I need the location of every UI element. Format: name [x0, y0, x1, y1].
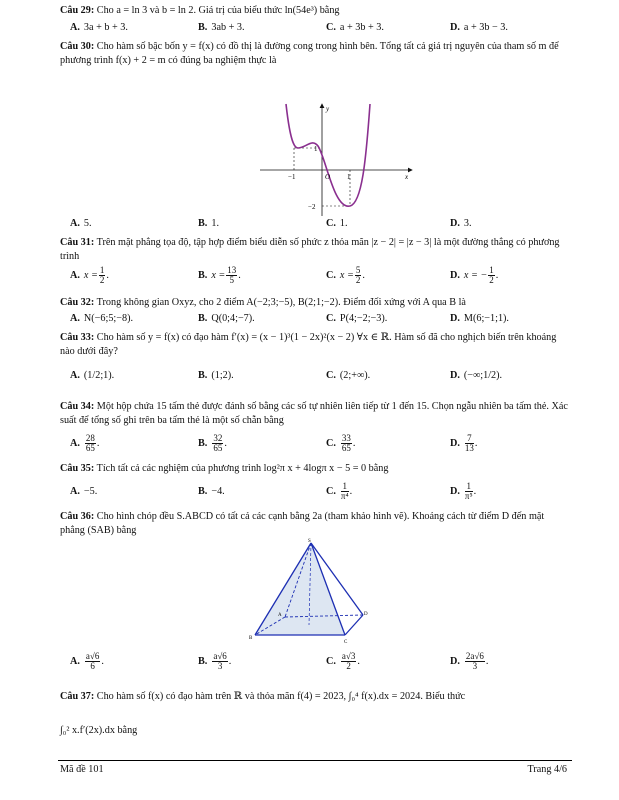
face-shade — [255, 543, 345, 635]
question-number: Câu 33: — [60, 332, 95, 343]
question-number: Câu 34: — [60, 401, 95, 412]
option-d: a + 3b − 3. — [463, 22, 508, 33]
question-number: Câu 31: — [60, 237, 95, 248]
option-c-fraction — [341, 652, 356, 671]
question-text: Trong không gian Oxyz, cho 2 điểm A(−2;3;−5), B(2;1;−2). Điểm đối xứng với A qua B là — [96, 297, 466, 308]
denominator: 65 — [341, 443, 351, 453]
question-number: Câu 37: — [60, 691, 95, 702]
label-d: D — [364, 612, 368, 617]
question-text: Tích tất cả các nghiệm của phương trình log²π x + 4logπ x − 5 = 0 bằng — [96, 463, 389, 474]
denominator: 3 — [472, 661, 478, 671]
question-number: Câu 36: — [60, 511, 95, 522]
option-c-fraction — [355, 266, 362, 285]
option-d: 3. — [463, 218, 472, 229]
tick-neg2: −2 — [308, 203, 316, 211]
option-letter: C. — [326, 370, 336, 381]
option-d-fraction — [488, 266, 495, 285]
denominator: 2 — [355, 275, 361, 285]
option-letter: A. — [70, 22, 80, 33]
option-b: 1. — [211, 218, 219, 229]
option-a: 5. — [83, 218, 92, 229]
denominator: 2 — [489, 275, 494, 285]
question-text: Cho a = ln 3 và b = ln 2. Giá trị của biểu thức ln(54e³) bằng — [96, 5, 340, 16]
question-34 — [60, 400, 570, 427]
option-letter: A. — [70, 655, 80, 667]
question-text: Trên mặt phẳng tọa độ, tập hợp điểm biểu diễn số phức z thỏa mãn |z − 2| = |z − 3| là một đường thẳng có phương trình — [60, 237, 560, 262]
denominator: 65 — [213, 443, 223, 453]
option-letter: B. — [198, 486, 208, 497]
option-letter: D. — [450, 313, 460, 324]
q34-options: A. $\frac{28}{65}$ . B. $\frac{32}{65}$ . C. $\frac{33}{65}$ . D. $\frac{7}{13}$ . — [70, 433, 478, 453]
option-c: P(4;−2;−3). — [339, 313, 388, 324]
option-letter: C. — [326, 437, 336, 449]
option-c: 1. — [339, 218, 348, 229]
option-letter: A. — [70, 218, 80, 229]
option-letter: C. — [326, 313, 336, 324]
option-a: −5. — [83, 486, 98, 497]
option-letter: C. — [326, 269, 336, 281]
option-letter: A. — [70, 370, 80, 381]
option-d-fraction — [465, 652, 485, 671]
option-letter: B. — [198, 370, 208, 381]
option-letter: A. — [70, 486, 80, 497]
question-29 — [60, 4, 570, 18]
question-30 — [60, 40, 570, 67]
question-text: Cho hàm số y = f(x) có đạo hàm f′(x) = (x − 1)³(1 − 2x)²(x − 2) ∀x ∈ ℝ. Hàm số đã cho nghịch biến trên khoảng nào dưới đây? — [60, 332, 557, 357]
option-d: (−∞;1/2). — [463, 370, 503, 381]
numerator: 1 — [489, 265, 494, 275]
denominator: 3 — [217, 661, 223, 671]
q36-options: A. $\frac{a√6}{6}$ . B. $\frac{a√6}{3}$ . C. $\frac{a√3}{2}$ . D. $\frac{2a√6}{3}$ . — [70, 651, 489, 671]
option-a-fraction — [99, 266, 106, 285]
quartic-graph — [250, 100, 420, 218]
denominator: 13 — [464, 443, 474, 453]
numerator: 1 — [466, 481, 471, 491]
question-number: Câu 29: — [60, 5, 95, 16]
option-a: 3a + b + 3. — [83, 22, 128, 33]
option-d: M(6;−1;1). — [463, 313, 509, 324]
option-a-prefix: x = — [83, 269, 98, 281]
option-letter: C. — [326, 22, 336, 33]
option-d-prefix: x = − — [463, 269, 488, 281]
option-b: −4. — [211, 486, 225, 497]
option-letter: D. — [450, 370, 460, 381]
question-number: Câu 30: — [60, 41, 95, 52]
question-text: Cho hình chóp đều S.ABCD có tất cả các cạnh bằng 2a (tham khảo hình vẽ). Khoảng cách từ điểm D đến mặt phẳng (SAB) bằng — [60, 511, 545, 536]
option-letter: C. — [326, 485, 336, 497]
label-b: B — [249, 636, 253, 641]
question-text: Cho hàm số bậc bốn y = f(x) có đồ thị là đường cong trong hình bên. Tổng tất cả giá trị nguyên của tham số m để phương trình f(x) + 2 = m có đúng ba nghiệm thực là — [60, 41, 559, 66]
option-letter: B. — [198, 313, 208, 324]
numerator: a√3 — [341, 651, 356, 661]
option-b: (1;2). — [211, 370, 234, 381]
option-c-prefix: x = — [339, 269, 354, 281]
question-33 — [60, 331, 570, 358]
pyramid-figure — [245, 535, 370, 645]
question-text: Cho hàm số f(x) có đạo hàm trên ℝ và thỏa mãn f(4) = 2023, ∫₀⁴ f(x).dx = 2024. Biểu thức — [96, 691, 466, 702]
numerator: 1 — [99, 265, 105, 275]
numerator: 5 — [355, 265, 361, 275]
option-letter: D. — [450, 218, 460, 229]
option-letter: C. — [326, 218, 336, 229]
label-c: C — [344, 640, 348, 645]
option-letter: C. — [326, 655, 336, 667]
question-text: Một hộp chứa 15 tấm thẻ được đánh số bằng các số tự nhiên liên tiếp từ 1 đến 15. Chọn ngẫu nhiên ba tấm thẻ. Xác suất để tổng số ghi trên ba tấm thẻ là một số chẵn bằng — [60, 401, 568, 426]
option-a: (1/2;1). — [83, 370, 115, 381]
denominator: π⁴ — [340, 491, 349, 501]
numerator: 28 — [85, 433, 95, 443]
tick-1: 1 — [347, 173, 351, 181]
exam-code: Mã đề 101 — [60, 764, 104, 775]
tick-neg1: −1 — [288, 173, 296, 181]
denominator: π⁵ — [464, 491, 473, 501]
option-d-fraction — [465, 482, 473, 501]
curve — [286, 104, 370, 206]
denominator: 2 — [99, 275, 105, 285]
option-letter: B. — [198, 655, 208, 667]
numerator: 1 — [342, 481, 347, 491]
denominator: 6 — [90, 661, 95, 671]
option-letter: A. — [70, 437, 80, 449]
option-c: a + 3b + 3. — [339, 22, 384, 33]
option-letter: B. — [198, 269, 208, 281]
question-36 — [60, 510, 570, 537]
option-b: Q(0;4;−7). — [211, 313, 255, 324]
option-b: 3ab + 3. — [211, 22, 245, 33]
option-b-fraction — [212, 652, 227, 671]
option-letter: B. — [198, 218, 208, 229]
q32-options — [60, 313, 570, 329]
denominator: 2 — [346, 661, 351, 671]
question-37 — [60, 690, 570, 704]
denominator: 5 — [229, 275, 235, 285]
option-c-fraction — [341, 434, 352, 453]
question-text: ∫₀² x.f′(2x).dx bằng — [60, 725, 138, 736]
option-letter: B. — [198, 437, 208, 449]
q29-options — [60, 22, 570, 38]
option-letter: A. — [70, 313, 80, 324]
numerator: 32 — [213, 433, 223, 443]
option-letter: D. — [450, 269, 460, 281]
q33-options — [60, 370, 570, 386]
numerator: 7 — [465, 434, 474, 444]
edge-cd — [345, 615, 363, 635]
option-letter: D. — [450, 655, 460, 667]
origin-label: O — [325, 173, 331, 181]
question-37-continued — [60, 724, 570, 738]
denominator: 65 — [85, 443, 95, 453]
y-label: y — [326, 105, 330, 113]
option-b-fraction — [212, 434, 223, 453]
option-b-fraction — [226, 266, 237, 285]
q31-options: A. x = $\frac{1}{2}$ . B. x = $\frac{13}{5}$ . C. x = $\frac{5}{2}$ . D. x = − $\frac{1}{2}$ . — [70, 265, 499, 285]
q35-options: A. −5. B. −4. C. $\frac{1}{\text{π⁴}}$ . D. $\frac{1}{\text{π⁵}}$ . — [70, 481, 477, 501]
numerator: a√6 — [85, 651, 100, 661]
question-number: Câu 32: — [60, 297, 95, 308]
numerator: a√6 — [213, 651, 227, 661]
option-c-fraction — [341, 482, 349, 501]
option-c: (2;+∞). — [339, 370, 371, 381]
option-a-fraction — [85, 652, 100, 671]
option-b-prefix: x = — [211, 269, 226, 281]
q30-options — [60, 218, 570, 234]
option-letter: B. — [198, 22, 208, 33]
option-a: N(−6;5;−8). — [83, 313, 134, 324]
option-letter: D. — [450, 485, 460, 497]
option-d-fraction — [465, 434, 474, 453]
label-a: A — [278, 613, 282, 618]
question-32 — [60, 296, 570, 310]
numerator: 13 — [227, 265, 237, 275]
question-35 — [60, 462, 570, 476]
numerator: 33 — [341, 433, 351, 443]
question-31 — [60, 236, 570, 263]
option-letter: D. — [450, 22, 460, 33]
numerator: 2a√6 — [465, 651, 484, 661]
question-number: Câu 35: — [60, 463, 95, 474]
option-letter: D. — [450, 437, 460, 449]
label-s: S — [308, 539, 311, 544]
page-number: Trang 4/6 — [527, 764, 567, 775]
x-label: x — [405, 173, 409, 181]
tick-y1: 1 — [314, 145, 318, 153]
option-letter: A. — [70, 269, 80, 281]
option-a-fraction — [85, 434, 96, 453]
footer-divider — [58, 760, 572, 761]
